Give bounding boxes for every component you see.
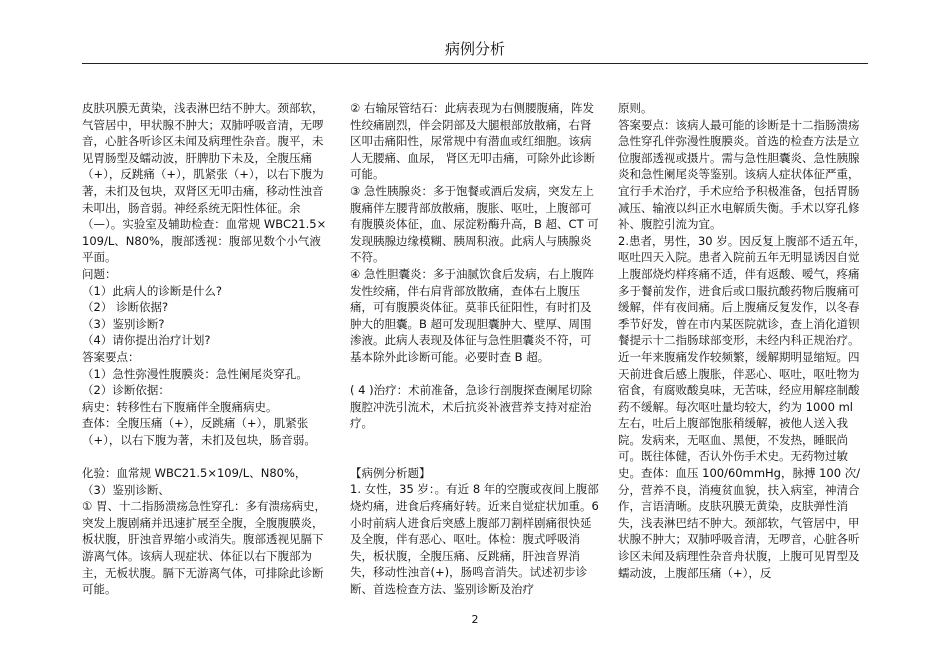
paragraph: 问题： — [82, 266, 117, 281]
section-heading: 【病例分析题】 — [350, 465, 431, 480]
header-divider — [82, 63, 868, 64]
paragraph: ② 右输尿管结石：此病表现为右侧腰腹痛，阵发性绞痛剧烈，伴会阴部及大腿根部放散痛，右肾区叩击痛阳性，尿常规中有潜血或红细胞。该病人无腰痛、血尿， 肾区无叩击痛，可除外此诊断可能。 — [350, 101, 596, 182]
paragraph: 查体：全腹压痛（+），反跳痛（+），肌紧张（+），以右下腹为著，未扪及包块，肠音弱。 — [82, 416, 316, 447]
paragraph: 答案要点： — [82, 349, 140, 364]
paragraph: ④ 急性胆囊炎：多于油腻饮食后发病，右上腹阵发性绞痛，伴右肩背部放散痛，查体右上腹压痛，可有腹膜炎体征。莫菲氏征阳性，有时扪及肿大的胆囊。B 超可发现胆囊肿大、壁厚、周围渗液。此病人表现及体征与急性胆囊炎不符，可基本除外此诊断可能。必要时查 B 超。 — [350, 266, 594, 364]
paragraph: （2）诊断依据： — [82, 383, 170, 398]
page-number: 2 — [471, 613, 479, 626]
paragraph: 化验：血常规 WBC21.5×109/L、N80%， — [82, 466, 307, 481]
paragraph: 答案要点：该病人最可能的诊断是十二指肠溃疡急性穿孔伴弥漫性腹膜炎。首选的检查方法是立位腹部透视或摄片。需与急性胆囊炎、急性胰腺炎和急性阑尾炎等鉴别。该病人症状体征严重，宜行手术治疗，手术应给予积极准备，包括胃肠减压、输液以纠正水电解质失衡。手术以穿孔修补、腹腔引流为宜。 — [618, 117, 860, 232]
paragraph: （4）请你提出治疗计划? — [82, 333, 211, 348]
paragraph: ③ 急性胰腺炎：多于饱餐或酒后发病，突发左上腹痛伴左腰背部放散痛，腹胀、呕吐，上腹部可有腹膜炎体征，血、尿淀粉酶升高，B 超、CT 可发现胰腺边缘模糊、胰周积液。此病人与胰腺炎不符。 — [350, 183, 599, 265]
paragraph: （1）此病人的诊断是什么? — [82, 283, 222, 298]
page-title: 病例分析 — [444, 40, 505, 58]
paragraph: 皮肤巩膜无黄染，浅表淋巴结不肿大。颈部软，气管居中，甲状腺不肿大；双肺呼吸音清，无啰音，心脏各听诊区未闻及病理性杂音。腹平，未见胃肠型及蠕动波，肝脾肋下未及，全腹压痛（+），反跳痛（+），肌紧张（+），以右下腹为著，未扪及包块，双肾区无叩击痛，移动性浊音未叩出，肠音弱。神经系统无阳性体征。余（—）。实验室及辅助检查：血常规 WBC21.5×109/L、N80%，腹部透视：腹部见数个小气液平面。 — [82, 101, 327, 265]
paragraph: 原则。 — [618, 101, 653, 115]
text-column-3 — [618, 100, 868, 581]
paragraph: （2） 诊断依据? — [82, 300, 169, 315]
paragraph: 病史：转移性右下腹痛伴全腹痛病史。 — [82, 399, 278, 414]
paragraph: （3）鉴别诊断? — [82, 316, 165, 331]
paragraph: （3）鉴别诊断、 — [82, 482, 170, 497]
text-column-1 — [82, 100, 332, 598]
paragraph: （1）急性弥漫性腹膜炎：急性阑尾炎穿孔。 — [82, 366, 308, 381]
paragraph: 2.患者，男性，30 岁。因反复上腹部不适五年，呕吐四天入院。患者入院前五年无明显诱因自觉上腹部烧灼样疼痛不适，伴有返酸、嗳气，疼痛多于餐前发作，进食后或口服抗酸药物后腹痛可缓解，伴有夜间痛。后上腹痛反复发作，以冬春季节好发，曾在市内某医院就诊，查上消化道钡餐提示十二指肠球部变形，未经内科正规治疗。近一年来腹痛发作较频繁，缓解期明显缩短。四天前进食后感上腹胀，伴恶心、呕吐，呕吐物为宿食，有腐败酸臭味，无苦味，经应用解痉制酸药不缓解。每次呕吐量均较大，约为 1000 ml 左右，吐后上腹部饱胀稍缓解，被他人送入我院。发病来，无呕血、黑便，不发热，睡眠尚可。既往体健，否认外伤手术史。无药物过敏史。查体：血压 100/60mmHg，脉搏 100 次/分，营养不良，消瘦贫血貌，扶入病室，神清合作，言语清晰。皮肤巩膜无黄染，皮肤弹性消失，浅表淋巴结不肿大。颈部软，气管居中，甲状腺不肿大；双肺呼吸音清，无啰音，心脏各听诊区未闻及病理性杂音舟状腹，上腹可见胃型及蠕动波，上腹部压痛（+），反 — [618, 233, 866, 580]
page-header — [82, 38, 868, 64]
paragraph: ( 4 )治疗：术前准备，急诊行剖腹探查阑尾切除腹腔冲洗引流术，术后抗炎补液营养支持对症治疗。 — [350, 383, 593, 431]
paragraph: 1. 女性，35 岁：。有近 8 年的空腹或夜间上腹部烧灼痛，进食后疼痛好转。近来自觉症状加重。6 小时前病人进食后突感上腹部刀割样剧痛很快延及全腹，伴有恶心、呕吐。体检：腹式呼吸消失，板状腹，全腹压痛、反跳痛，肝浊音界消失，移动性浊音(+)，肠鸣音消失。试述初步诊断、首选检查方法、鉴别诊断及治疗 — [350, 482, 599, 597]
text-column-2 — [350, 100, 600, 598]
paragraph: ① 胃、十二指肠溃疡急性穿孔：多有溃疡病史，突发上腹剧痛并迅速扩展至全腹，全腹腹膜炎，板状腹，肝浊音界缩小或消失。腹部透视见膈下游离气体。该病人现症状、体征以右下腹部为主，无板状腹。膈下无游离气体，可排除此诊断可能。 — [82, 499, 326, 597]
